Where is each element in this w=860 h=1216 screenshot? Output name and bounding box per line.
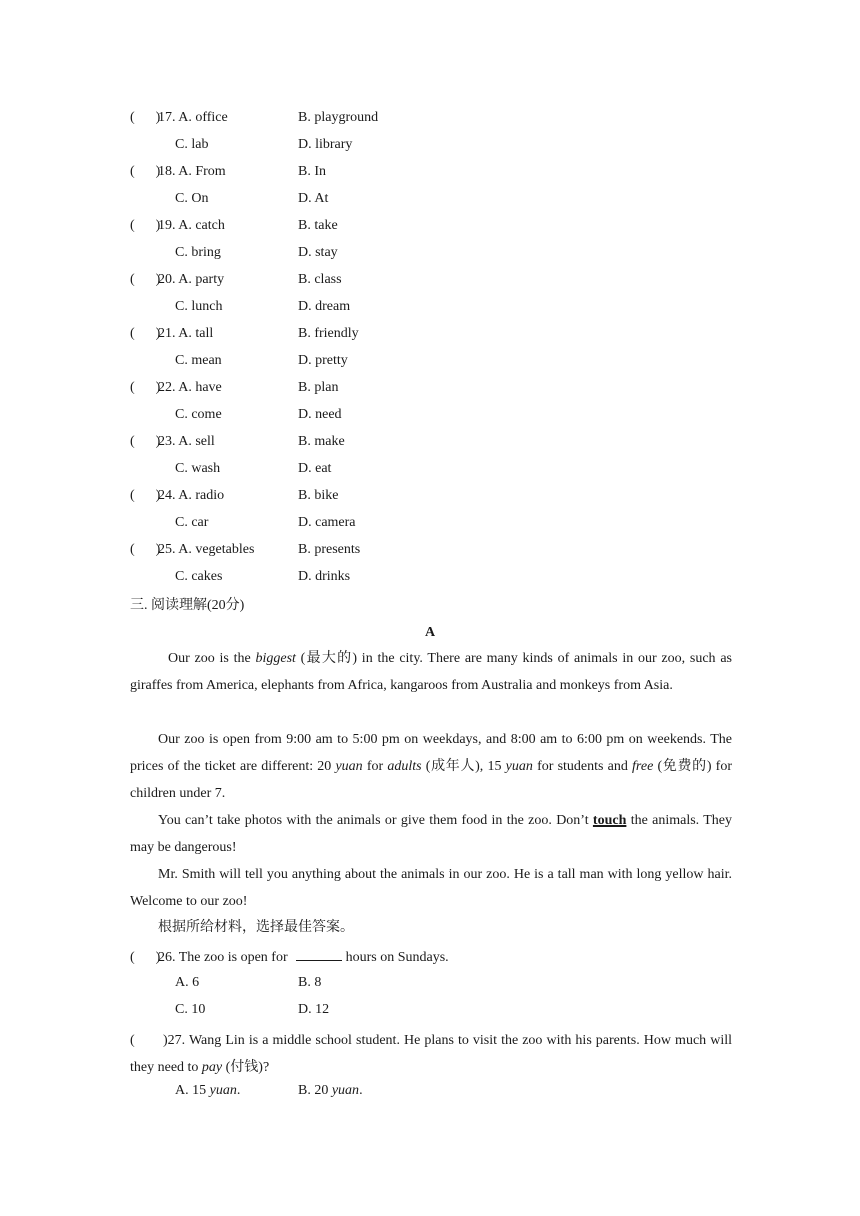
italic-word: yuan <box>505 759 533 774</box>
option-a: A. 6 <box>175 975 200 990</box>
option-c: C. come <box>175 407 222 422</box>
option-d: D. dream <box>298 299 351 314</box>
passage-paragraph-3 <box>130 807 732 861</box>
option-c: C. lab <box>175 137 209 152</box>
italic-word: pay <box>201 1060 223 1075</box>
option-a: 24. A. radio <box>158 488 225 503</box>
answer-paren: ( ) <box>130 950 161 965</box>
option-a: 25. A. vegetables <box>158 542 255 557</box>
option-b: B. plan <box>298 380 339 395</box>
answer-paren: ( ) <box>130 488 161 503</box>
option-b: B. 8 <box>298 975 322 990</box>
answer-paren: ( ) <box>130 110 161 125</box>
option-c: C. car <box>175 515 209 530</box>
option-b: B. In <box>298 164 326 179</box>
answer-paren: ( ) <box>130 542 161 557</box>
option-c: C. lunch <box>175 299 223 314</box>
option-b: B. take <box>298 218 338 233</box>
answer-paren: ( ) <box>130 434 161 449</box>
paragraph-text: Our zoo is the <box>168 651 256 666</box>
option-d: D. eat <box>298 461 332 476</box>
paragraph-text: (成年人), 15 <box>421 759 506 774</box>
option-b: B. make <box>298 434 345 449</box>
instruction-text: 根据所给材料，选择最佳答案。 <box>158 920 354 935</box>
question-text: 27. Wang Lin is a middle school student. He plans to visit the zoo with his parents. How much will they need to <box>130 1033 732 1075</box>
italic-word: biggest <box>255 651 296 666</box>
passage-paragraph-4 <box>130 861 732 915</box>
option-c: C. mean <box>175 353 222 368</box>
option-a: A. 15 yuan. <box>175 1083 241 1098</box>
option-b: B. playground <box>298 110 379 125</box>
option-a: 20. A. party <box>158 272 225 287</box>
answer-paren: ( ) <box>130 272 161 287</box>
paragraph-text: You can’t take photos with the animals or give them food in the zoo. Don’t <box>158 813 593 828</box>
question-text: hours on Sundays. <box>345 950 449 965</box>
option-d: D. library <box>298 137 353 152</box>
paragraph-text: (免费的) for children under 7. <box>130 759 732 801</box>
passage-title: A <box>424 625 436 640</box>
option-d: D. At <box>298 191 329 206</box>
paragraph-text: for students and <box>532 759 633 774</box>
option-c: C. On <box>175 191 209 206</box>
section-title: 三. 阅读理解(20分) <box>130 598 245 613</box>
option-b: B. presents <box>298 542 361 557</box>
option-a: 19. A. catch <box>158 218 225 233</box>
option-d: D. 12 <box>298 1002 330 1017</box>
question-text: (付钱)? <box>222 1060 270 1075</box>
question-text: 26. The zoo is open for <box>158 950 288 965</box>
option-d: D. pretty <box>298 353 348 368</box>
option-d: D. drinks <box>298 569 351 584</box>
italic-word: yuan <box>335 759 363 774</box>
paragraph-text: the animals. They may be dangerous! <box>130 813 732 855</box>
question-26-stem <box>130 946 449 968</box>
paragraph-text: Our zoo is open from 9:00 am to 5:00 pm on weekdays, and 8:00 am to 6:00 pm on weekends. The prices of the ticket are different: 20 <box>130 732 732 774</box>
question-27-stem <box>130 1027 732 1081</box>
passage-paragraph-1 <box>130 645 732 699</box>
option-b: B. friendly <box>298 326 359 341</box>
paragraph-text: Mr. Smith will tell you anything about the animals in our zoo. He is a tall man with long yellow hair. Welcome to our zoo! <box>130 867 732 909</box>
option-c: C. 10 <box>175 1002 206 1017</box>
option-d: D. camera <box>298 515 356 530</box>
option-b: B. class <box>298 272 342 287</box>
underlined-word: touch <box>592 813 627 828</box>
answer-paren: ( ) <box>130 326 161 341</box>
option-b: B. 20 yuan. <box>298 1083 363 1098</box>
answer-paren: ( ) <box>130 1033 168 1048</box>
option-d: D. need <box>298 407 342 422</box>
option-a: 18. A. From <box>158 164 226 179</box>
option-b: B. bike <box>298 488 339 503</box>
answer-blank <box>296 946 342 961</box>
answer-paren: ( ) <box>130 164 161 179</box>
italic-word: adults <box>387 759 422 774</box>
option-a: 22. A. have <box>158 380 222 395</box>
paragraph-text: (最大的) in the city. There are many kinds of animals in our zoo, such as giraffes from America, elephants from Africa, kangaroos from Australia and monkeys from Asia. <box>130 651 732 693</box>
option-a: 23. A. sell <box>158 434 215 449</box>
italic-word: free <box>632 759 654 774</box>
option-c: C. bring <box>175 245 221 260</box>
option-a: 17. A. office <box>158 110 228 125</box>
option-d: D. stay <box>298 245 338 260</box>
option-c: C. cakes <box>175 569 223 584</box>
answer-paren: ( ) <box>130 380 161 395</box>
passage-paragraph-2 <box>130 726 732 807</box>
option-c: C. wash <box>175 461 221 476</box>
answer-paren: ( ) <box>130 218 161 233</box>
option-a: 21. A. tall <box>158 326 214 341</box>
paragraph-text: for <box>362 759 388 774</box>
